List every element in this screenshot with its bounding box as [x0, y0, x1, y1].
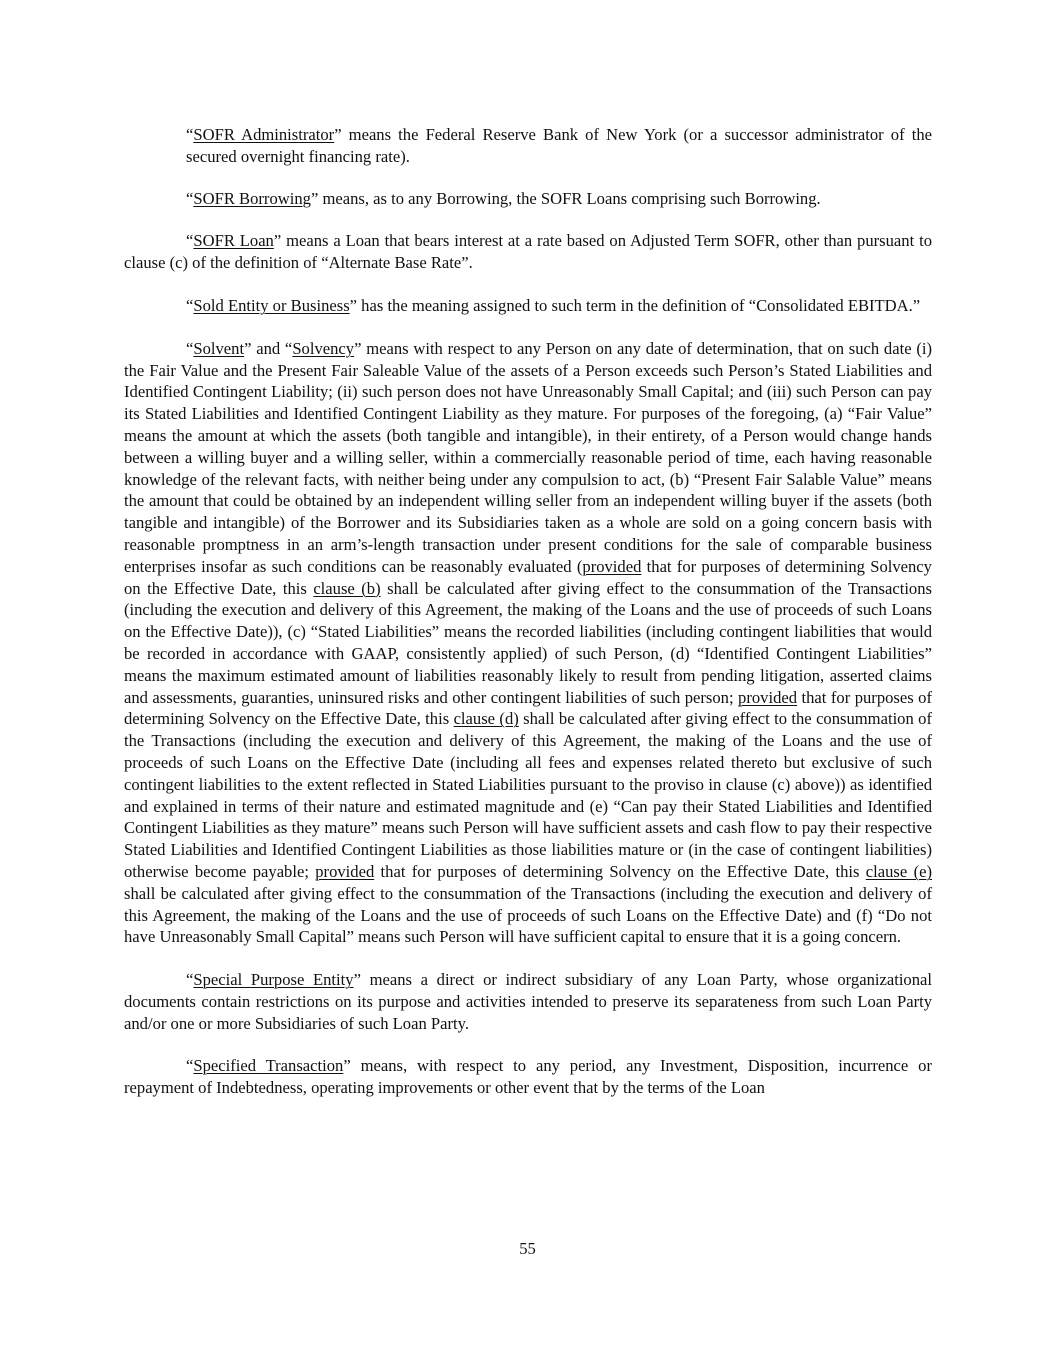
- definition-sofr-borrowing: “SOFR Borrowing” means, as to any Borrowing, the SOFR Loans comprising such Borrowing.: [186, 188, 821, 208]
- defined-term: Special Purpose Entity: [193, 970, 354, 990]
- defined-term: clause (b): [313, 578, 381, 598]
- document-body: [124, 124, 932, 1119]
- defined-term: SOFR Administrator: [193, 125, 335, 144]
- defined-term: clause (d): [453, 709, 519, 729]
- definition-sold-entity-or-business: “Sold Entity or Business” has the meaning assigned to such term in the definition of “Consolidated EBITDA.”: [186, 295, 921, 315]
- definition-sofr-loan: “SOFR Loan” means a Loan that bears interest at a rate based on Adjusted Term SOFR, other than pursuant to clause (c) of the definition of “Alternate Base Rate”.: [124, 231, 932, 273]
- definition-specified-transaction: “Specified Transaction” means, with respect to any period, any Investment, Disposition, incurrence or repayment of Indebtedness, operating improvements or other event that by the terms of the Loan: [124, 1056, 932, 1098]
- page-number: 55: [519, 1239, 536, 1258]
- defined-term: Sold Entity or Business: [193, 295, 350, 315]
- defined-term: provided: [582, 556, 642, 576]
- defined-term: Solvency: [292, 338, 355, 358]
- defined-term: provided: [738, 687, 798, 707]
- defined-term: Specified Transaction: [193, 1056, 344, 1076]
- defined-term: clause (e): [865, 861, 932, 881]
- definition-sofr-administrator: “SOFR Administrator” means the Federal Reserve Bank of New York (or a successor administrator of the secured overnight financing rate).: [186, 125, 932, 166]
- defined-term: SOFR Loan: [193, 231, 274, 251]
- definition-special-purpose-entity: “Special Purpose Entity” means a direct or indirect subsidiary of any Loan Party, whose organizational documents contain restrictions on its purpose and activities intended to preserve its separateness from such Loan Party and/or one or more Subsidiaries of such Loan Party.: [124, 970, 932, 1033]
- definition-solvent: “Solvent” and “Solvency” means with respect to any Person on any date of determination, that on such date (i) the Fair Value and the Present Fair Saleable Value of the assets of a Person exceeds such Person’s Stated Liabilities and Identified Contingent Liability; (ii) such person does not have Unreasonably Small Capital; and (iii) such Person can pay its Stated Liabilities and Identified Contingent Liability as they mature. For purposes of the foregoing, (a) “Fair Value” means the amount at which the assets (both tangible and intangible), in their entirety, of a Person would change hands between a willing buyer and a willing seller, within a commercially reasonable period of time, each having reasonable knowledge of the relevant facts, with neither being under any compulsion to act, (b) “Present Fair Salable Value” means the amount that could be obtained by an independent willing seller from an independent willing buyer if the assets (both tangible and intangible) of the Borrower and its Subsidiaries taken as a whole are sold on a going concern basis with reasonable promptness in an arm’s-length transaction under present conditions for the sale of comparable business enterprises insofar as such conditions can be reasonably evaluated (provided that for purposes of determining Solvency on the Effective Date, this clause (b) shall be calculated after giving effect to the consummation of the Transactions (including the execution and delivery of this Agreement, the making of the Loans and the use of proceeds of such Loans on the Effective Date)), (c) “Stated Liabilities” means the recorded liabilities (including contingent liabilities that would be recorded in accordance with GAAP, consistently applied) of such Person, (d) “Identified Contingent Liabilities” means the maximum estimated amount of liabilities reasonably likely to result from pending litigation, asserted claims and assessments, guaranties, uninsured risks and other contingent liabilities of such person; provided that for purposes of determining Solvency on the Effective Date, this clause (d) shall be calculated after giving effect to the consummation of the Transactions (including the execution and delivery of this Agreement, the making of the Loans and the use of proceeds of such Loans on the Effective Date (including all fees and expenses related thereto but exclusive of such contingent liabilities to the extent reflected in Stated Liabilities pursuant to the proviso in clause (c) above)) as identified and explained in terms of their nature and estimated magnitude and (e) “Can pay their Stated Liabilities and Identified Contingent Liabilities as they mature” means such Person will have sufficient assets and cash flow to pay their respective Stated Liabilities and Identified Contingent Liabilities as those liabilities mature or (in the case of contingent liabilities) otherwise become payable; provided that for purposes of determining Solvency on the Effective Date, this clause (e) shall be calculated after giving effect to the consummation of the Transactions (including the execution and delivery of this Agreement, the making of the Loans and the use of proceeds of such Loans on the Effective Date) and (f) “Do not have Unreasonably Small Capital” means such Person will have sufficient capital to ensure that it is a going concern.: [124, 338, 932, 947]
- defined-term: Solvent: [193, 338, 245, 358]
- defined-term: SOFR Borrowing: [193, 188, 311, 208]
- defined-term: provided: [315, 861, 375, 881]
